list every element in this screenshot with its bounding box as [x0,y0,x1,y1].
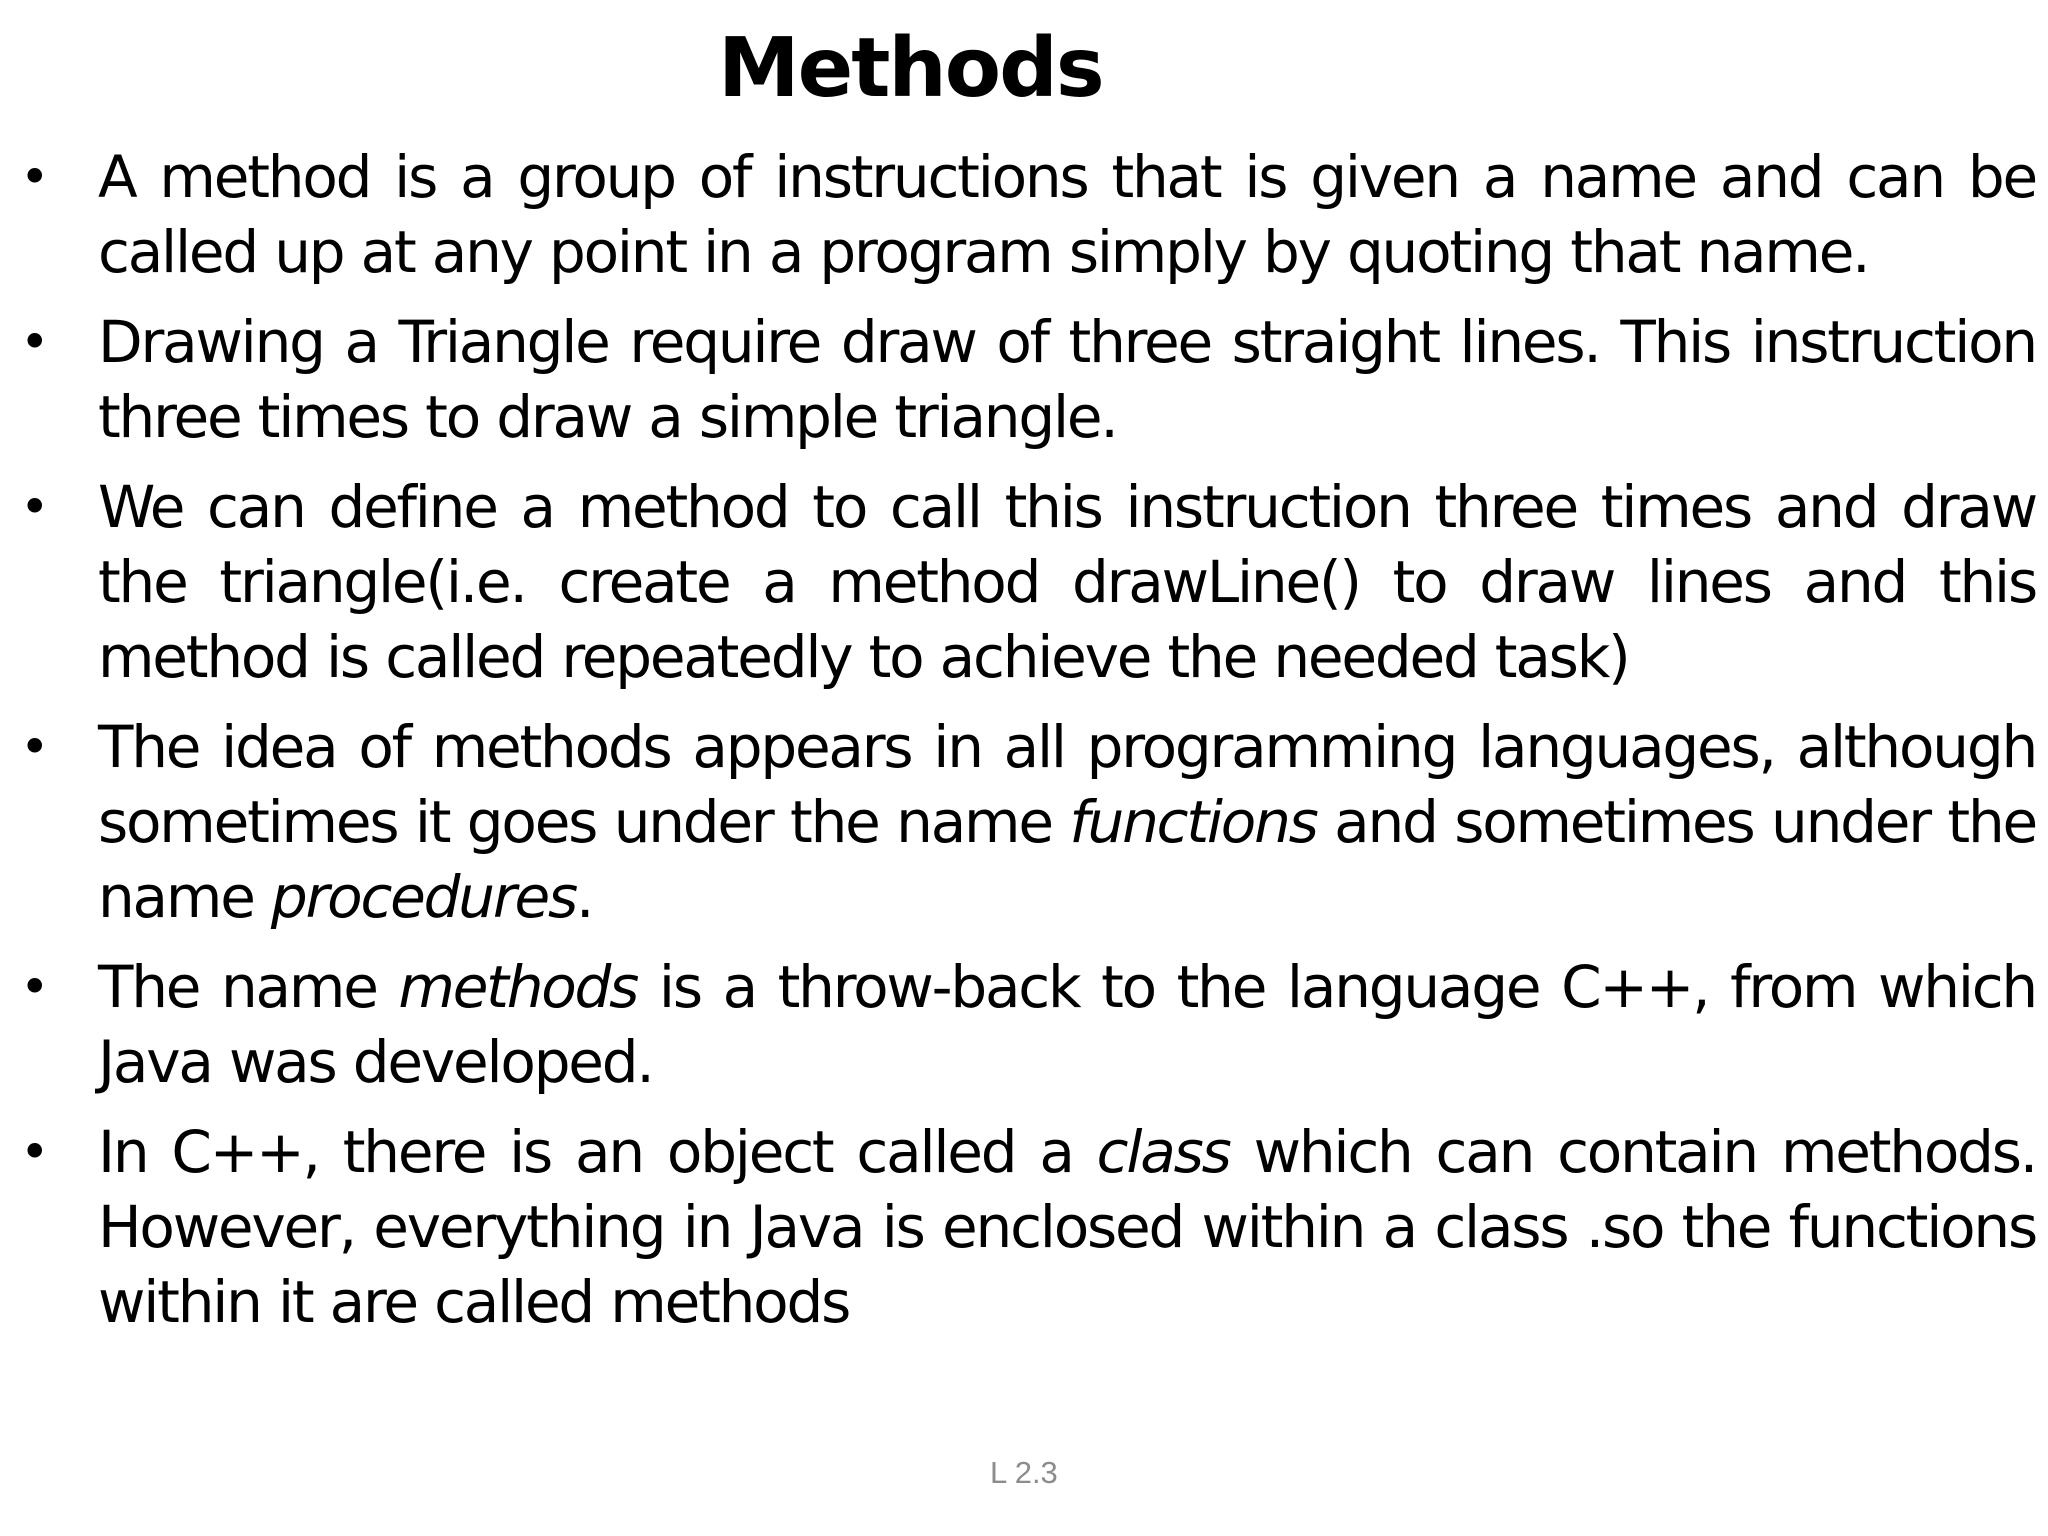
bullet-text-run: We can define a method to call this instruction three times and draw the triangle(i.e. create a method drawLine() to draw lines and this method is called repeatedly to achieve the needed task) [98,473,2036,691]
bullet-dot: • [20,148,50,206]
bullet-item [0,140,2048,290]
bullet-item [0,1115,2048,1340]
bullet-dot: • [20,478,50,536]
bullet-text [98,140,2036,290]
bullet-dot: • [20,313,50,371]
bullet-text-run: . [575,863,593,931]
bullet-text [98,470,2036,695]
bullet-text-run: which can contain methods. However, everything in Java is enclosed within a class .so the functions within it are called methods [98,1118,2036,1336]
bullet-dot: • [20,1123,50,1181]
bullet-text-run: The idea of methods appears in all programming languages, although sometimes it goes under the name [98,713,2036,856]
bullet-text-run: is a throw-back to the language C++, from which Java was developed. [98,953,2036,1096]
bullet-dot: • [20,958,50,1016]
bullet-text-run: The name [98,953,399,1021]
bullet-text [98,710,2036,935]
bullet-text [98,305,2036,455]
bullet-text [98,1115,2036,1340]
bullet-italic-term: class [1096,1118,1230,1186]
bullet-italic-term: functions [1069,788,1317,856]
bullet-text-run: In C++, there is an object called a [98,1118,1097,1186]
slide-title: Methods [718,21,1103,116]
bullet-text-run: Drawing a Triangle require draw of three straight lines. This instruction three times to draw a simple triangle. [98,308,2036,451]
bullet-dot: • [20,718,50,776]
bullet-item [0,305,2048,455]
bullet-list [0,140,2048,1355]
bullet-text-run: and sometimes under the name [98,788,2036,931]
bullet-item [0,710,2048,935]
bullet-italic-term: procedures [270,863,576,931]
bullet-item [0,470,2048,695]
bullet-item [0,950,2048,1100]
bullet-text-run: A method is a group of instructions that is given a name and can be called up at any point in a program simply by quoting that name. [98,143,2036,286]
slide-footer-label: L 2.3 [990,1455,1058,1490]
bullet-text [98,950,2036,1100]
bullet-italic-term: methods [398,953,638,1021]
